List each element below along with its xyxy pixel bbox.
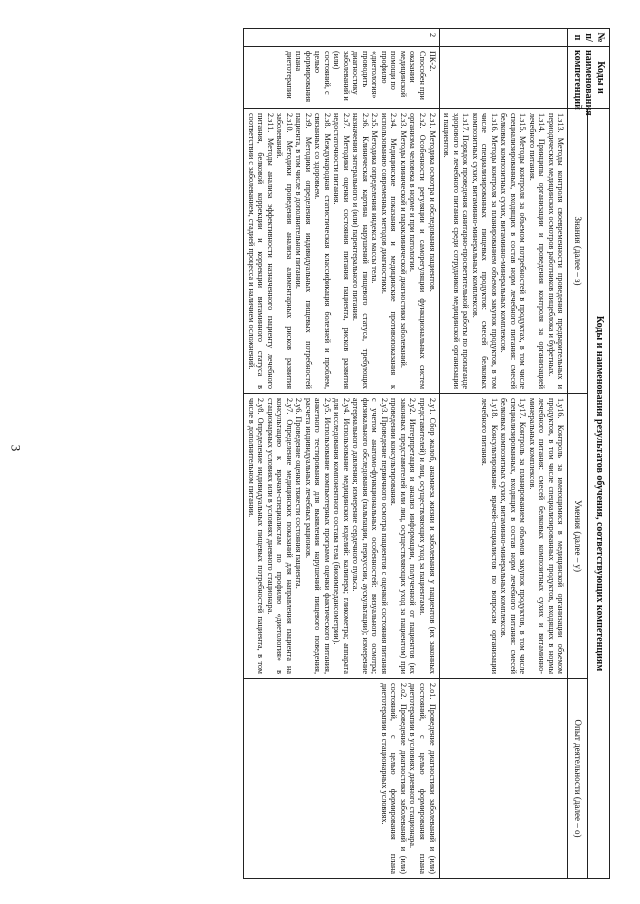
row2-num: 2 (244, 29, 439, 47)
list-item: 2.з1. Методика осмотра и обследования пациентов. (427, 113, 437, 292)
table-row (244, 29, 439, 879)
list-item: 2.у8. Определение индивидуальных пищевых потребностей пациента, в том числе в дополнительном питании. (246, 398, 266, 674)
competency-table (243, 28, 610, 879)
list-item: 2.з4. Медицинские показания и медицинские противопоказания к использованию современных методов диагностики. (379, 113, 399, 389)
list-item: 1.з17. Порядок проведения санитарно-просветительной работы по пропаганде здорового и лечебного питания среди сотрудников медицинской организации и пациентов. (442, 113, 471, 389)
list-item: 2.у5. Использование компьютерных программ оценки фактического питания, анкетного тестирования для выявления нарушений пищевого поведения, расчета индивидуальных лечебных рационов. (303, 398, 332, 674)
list-item: 2.у4. Использование медицинских изделий: калипера; гликометра; аппарата для исследования компонентного состава тела (биоимпедансометрии). (332, 398, 351, 674)
header-knowledge: Знания (далее – з) (568, 109, 588, 394)
row2-knowledge (244, 109, 439, 394)
list-item: 2.з5. Методика определения индекса массы тела. (370, 113, 380, 284)
list-item: 1.з13. Методы контроля своевременности проведения предварительных и периодических медицинских осмотров работников пищеблока и буфетных. (546, 113, 566, 389)
header-experience: Опыт деятельности (далее – о) (568, 679, 588, 879)
list-item: 2.з10. Методики проведения анализа алиментарных рисков развития заболеваний. (275, 113, 294, 389)
row2-experience (244, 679, 439, 879)
list-item: 2.з6. Клиническая картина нарушений пищевого статуса, требующих назначения энтерального и (или) парентерального питания. (351, 113, 370, 389)
row1-knowledge (439, 109, 568, 394)
list-item: 1.з14. Принципы организации и проведения контроля за организацией лечебного питания. (527, 113, 547, 389)
header-num: № п/п (568, 29, 610, 47)
page-number: 3 (8, 444, 24, 452)
list-item: 2.у6. Проведение оценки тяжести состояния пациента. (294, 398, 304, 589)
list-item: 2.у1. Сбор жалоб, анамнеза жизни и заболевания у пациентов (их законных представителей) и лиц, осуществляющих уход за пациентами. (418, 398, 437, 674)
list-item: 2.у3. Проведение первичного осмотра пациентов с оценкой состояния питания с учетом анатомо-функциональных особенностей: визуального осмотра; физикального обследования (пальпации, перкуссии, аускультации); измерение артериального давления; измерение сердечного пульса. (351, 398, 389, 674)
list-item: 2.з9. Методики определения индивидуальных пищевых потребностей пациента, в том числе в дополнительном питании. (294, 113, 313, 389)
row2-competency: ПК-2. Способен при оказании медицинской помощи по профилю «диетология» проводить диагностику заболеваний и (или) состояний, с целью формирования плана диетотерапии (244, 47, 439, 109)
list-item: 1.у18. Консультирование врачей-специалистов по вопросам организации лечебного питания. (480, 398, 499, 674)
table-row (439, 29, 568, 879)
row1-num (439, 29, 568, 47)
list-item: 2.о1. Проведение диагностики заболеваний и (или) состояний, с целью формирования плана диетотерапии в условиях дневного стационара. (408, 683, 437, 874)
header-results: Коды и наименования результатов обучения, соответствующих компетенциям (588, 109, 610, 879)
list-item: 2.з2. Особенности регуляции и саморегуляции функциональных систем организма человека в норме и при патологии. (408, 113, 427, 389)
list-item: 2.о2. Проведение диагностики заболеваний и (или) состояний, с целью формирования плана диетотерапии в стационарных условиях. (379, 683, 408, 874)
row1-experience (439, 679, 568, 879)
header-row-sub (568, 29, 588, 879)
row2-skills (244, 394, 439, 679)
list-item: 1.у17. Контроль за планированием объемов закупок продуктов, в том числе специализированных, входящих в состав норм лечебного питания: смесей белковых композитных сухих, витаминно-минеральных комплексов. (499, 398, 528, 674)
list-item: 1.з16. Методы контроля за планированием объемов закупок продуктов, в том числе специализированных пищевых продуктов: смесей белковых композитных сухих, витаминно-минеральных комплексов. (470, 113, 499, 389)
list-item: 2.з8. Международная статистическая классификация болезней и проблем, связанных со здоровьем. (313, 113, 332, 389)
list-item: 2.з3. Методы клинической и параклинической диагностики заболеваний. (398, 113, 408, 368)
list-item: 2.у2. Интерпретация и анализ информации, полученной от пациентов (их законных представителей или лиц, осуществляющих уход за пациентом) при проведении консультирования. (389, 398, 418, 674)
list-item: 1.з15. Методы контроля за объемом потребностей в продуктах, в том числе специализированных, входящих в состав норм лечебного питания: смесей белковых композитных сухих, витаминно-минеральных комплексов. (499, 113, 528, 389)
header-row-top (588, 29, 610, 879)
list-item: 2.з7. Методики оценки состояния питания пациента, рисков развития недостаточности питания. (332, 113, 351, 389)
list-item: 2.у7. Определение медицинских показаний для направления пациента на консультацию к врачам-специалистам по профилю «диетология» в стационарных условиях или в условиях дневного стационара. (265, 398, 294, 674)
list-item: 2.з11. Методы анализа эффективности назначенного пациенту лечебного питания, белковой коррекции и коррекции витаминного статуса в соответствии с заболеванием, стадией процесса и наличием осложнений. (246, 113, 275, 389)
row1-skills (439, 394, 568, 679)
row1-competency (439, 47, 568, 109)
list-item: 1.у16. Контроль за имеющимися в медицинской организации объемом продуктов, в том числе специализированных продуктов, входящих в нормы лечебного питания: смесей белковых композитных сухих и витаминно-минеральных комплексов. (527, 398, 566, 674)
header-competencies: Коды и наименования компетенций (568, 47, 610, 109)
header-skills: Умения (далее – у) (568, 394, 588, 679)
